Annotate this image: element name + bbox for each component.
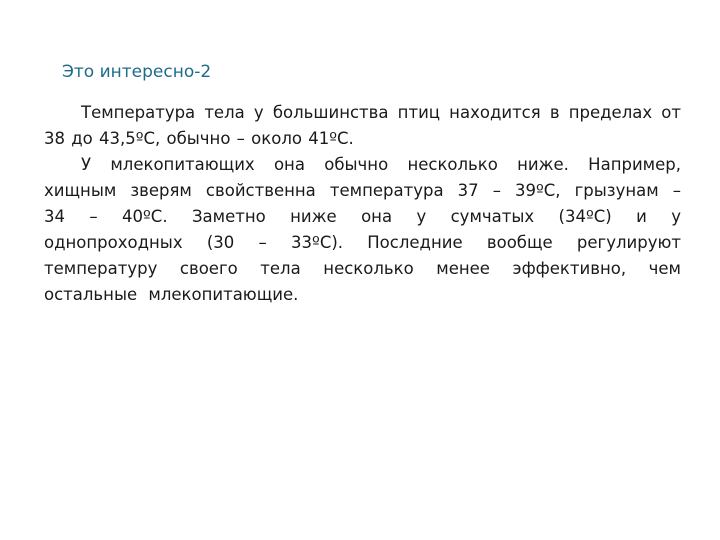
paragraph-birds: Температура тела у большинства птиц находится в пределах от 38 до 43,5ºС, обычно – около 41ºС. (44, 103, 681, 148)
slide-title: Это интересно-2 (62, 62, 212, 82)
body-text (44, 100, 681, 308)
paragraph-mammals: У млекопитающих она обычно несколько ниже. Например, хищным зверям свойственна температура 37 – 39ºС, грызунам – 34 – 40ºС. Заметно ниже она у сумчатых (34ºС) и у однопроходных (30 – 33ºС). Последние вообще регулируют температуру своего тела несколько менее эффективно, чем остальные млекопитающие. (44, 155, 681, 304)
